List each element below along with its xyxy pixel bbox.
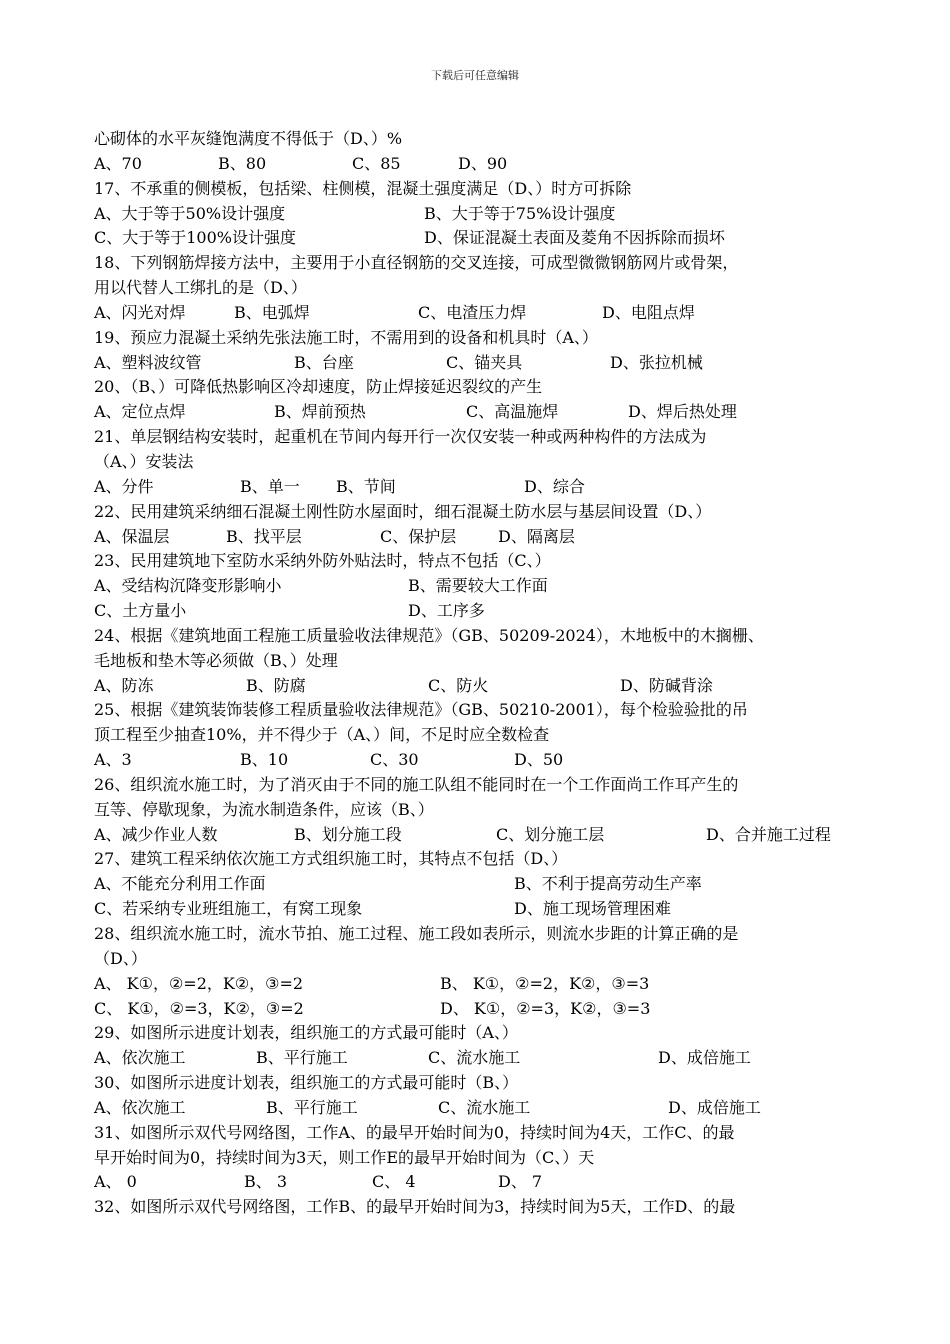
question-text-line: 21、单层钢结构安装时，起重机在节间内每开行一次仅安装一种或两种构件的方法成为 [94,427,707,447]
answer-options-row [94,301,874,326]
question-text-line: 29、如图所示进度计划表，组织施工的方式最可能时（A、） [94,1023,518,1043]
question-text-line: 27、建筑工程采纳依次施工方式组织施工时，其特点不包括（D、） [94,849,568,869]
page-header: 下载后可任意编辑 [431,69,519,82]
answer-option: C、保护层 [380,526,457,546]
answer-options-row [94,475,874,500]
question-text-line: 用以代替人工绑扎的是（D、） [94,278,307,298]
answer-option: B、不利于提高劳动生产率 [514,874,702,894]
answer-options-row [94,226,874,251]
answer-option: A、依次施工 [94,1048,186,1068]
answer-options-row [94,823,874,848]
question-text-line: 互等、停歇现象，为流水制造条件，应该（B、） [94,799,434,819]
answer-option: C、土方量小 [94,601,187,621]
answer-option: B、台座 [294,352,354,372]
answer-option: C、流水施工 [438,1097,531,1117]
question-text-line: 19、预应力混凝土采纳先张法施工时，不需用到的设备和机具时（A、） [94,327,598,347]
question-text-line: 18、下列钢筋焊接方法中，主要用于小直径钢筋的交叉连接，可成型微微钢筋网片或骨架， [94,253,739,273]
answer-options-row [94,897,874,922]
answer-options-row [94,872,874,897]
answer-option: C、划分施工层 [496,824,605,844]
document-body [94,127,874,1220]
answer-options-row [94,525,874,550]
answer-option: D、工序多 [408,601,485,621]
answer-option: D、成倍施工 [668,1097,761,1117]
answer-option: B、节间 [336,476,396,496]
question-text-line: 28、组织流水施工时，流水节拍、施工过程、施工段如表所示，则流水步距的计算正确的是 [94,924,739,943]
answer-option: B、焊前预热 [274,402,366,422]
question-text-line: 30、如图所示进度计划表，组织施工的方式最可能时（B、） [94,1073,519,1093]
question-text-line: （A、）安装法 [94,451,194,471]
question-text-line: 31、如图所示双代号网络图，工作A、的最早开始时间为0，持续时间为4天，工作C、的最 [94,1122,735,1142]
answer-option: B、需要较大工作面 [408,576,548,596]
answer-option: D、50 [514,750,564,770]
answer-option: B、找平层 [226,526,302,546]
answer-options-row [94,997,874,1022]
answer-option: A、定位点焊 [94,402,186,422]
answer-option: D、施工现场管理困难 [514,899,671,919]
answer-option: C、 4 [372,1172,416,1192]
answer-option: A、闪光对焊 [94,302,186,322]
answer-option: B、大于等于75%设计强度 [424,203,616,223]
answer-option: A、减少作业人数 [94,824,218,844]
answer-option: B、平行施工 [266,1097,358,1117]
answer-options-row [94,574,874,599]
answer-option: B、80 [218,153,267,173]
answer-option: D、电阻点焊 [602,302,695,322]
answer-option: D、合并施工过程 [706,824,831,844]
answer-options-row [94,152,874,177]
answer-option: A、分件 [94,476,154,496]
answer-option: A、保温层 [94,526,170,546]
answer-option: A、70 [94,153,142,173]
answer-option: D、保证混凝土表面及菱角不因拆除而损坏 [424,228,725,248]
answer-option: C、30 [370,750,419,770]
answer-option: B、平行施工 [256,1048,348,1068]
answer-option: C、防火 [428,675,489,695]
answer-option: A、 0 [94,1172,137,1192]
answer-options-row [94,674,874,699]
question-text-line: 24、根据《建筑地面工程施工质量验收法律规范》（GB、50209-2024），木地板中的木搁栅、 [94,625,764,645]
answer-option: B、单一 [240,476,300,496]
answer-option: B、电弧焊 [234,302,310,322]
answer-option: C、大于等于100%设计强度 [94,228,296,248]
answer-option: A、受结构沉降变形影响小 [94,576,282,596]
question-text-line: 22、民用建筑采纳细石混凝土刚性防水屋面时，细石混凝土防水层与基层间设置（D、） [94,501,712,521]
question-text-line: 20、（B、）可降低热影响区冷却速度，防止焊接延迟裂纹的产生 [94,377,543,397]
question-text-line: 早开始时间为0，持续时间为3天，则工作E的最早开始时间为（C、）天 [94,1147,595,1167]
answer-options-row [94,202,874,227]
answer-option: D、90 [458,153,508,173]
answer-option: C、85 [352,153,401,173]
question-text-line: 25、根据《建筑装饰装修工程质量验收法律规范》（GB、50210-2001），每个检验验批的吊 [94,700,748,720]
answer-options-row [94,400,874,425]
answer-option: B、 K①，②=2，K②，③=3 [440,973,650,993]
answer-option: B、划分施工段 [294,824,402,844]
answer-option: A、塑料波纹管 [94,352,202,372]
answer-options-row [94,1170,874,1195]
answer-option: D、成倍施工 [658,1048,751,1068]
question-text-line: 心砌体的水平灰缝饱满度不得低于（D、）% [94,129,403,148]
question-text-line: 顶工程至少抽查10%，并不得少于（A、）间，不足时应全数检查 [94,725,550,745]
question-text-line: 32、如图所示双代号网络图，工作B、的最早开始时间为3，持续时间为5天，工作D、的最 [94,1197,736,1217]
answer-option: D、 7 [498,1172,543,1192]
answer-options-row [94,972,874,997]
answer-options-row [94,1096,874,1121]
answer-options-row [94,599,874,624]
answer-option: A、不能充分利用工作面 [94,874,266,894]
answer-option: B、10 [240,750,289,770]
question-text-line: 26、组织流水施工时，为了消灭由于不同的施工队组不能同时在一个工作面尚工作耳产生的 [94,774,739,794]
answer-option: A、防冻 [94,675,154,695]
answer-option: A、3 [94,750,132,770]
answer-option: D、综合 [524,476,585,496]
answer-option: A、依次施工 [94,1097,186,1117]
answer-options-row [94,1046,874,1071]
question-text-line: （D、） [94,948,147,968]
answer-option: C、锚夹具 [446,352,523,372]
answer-option: D、防碱背涂 [620,675,713,695]
answer-option: A、大于等于50%设计强度 [94,203,286,223]
answer-option: B、防腐 [246,675,306,695]
answer-option: B、 3 [244,1172,288,1192]
question-text-line: 17、不承重的侧模板，包括梁、柱侧模，混凝土强度满足（D、）时方可拆除 [94,178,632,198]
answer-options-row [94,748,874,773]
answer-option: C、电渣压力焊 [418,302,527,322]
question-text-line: 23、民用建筑地下室防水采纳外防外贴法时，特点不包括（C、） [94,551,551,571]
answer-option: D、隔离层 [498,526,575,546]
question-text-line: 毛地板和垫木等必须做（B、）处理 [94,650,338,670]
answer-option: D、 K①，②=3，K②，③=3 [440,998,651,1018]
answer-option: A、 K①，②=2，K②，③=2 [94,973,304,993]
answer-options-row [94,351,874,376]
answer-option: C、 K①，②=3，K②，③=2 [94,998,304,1018]
answer-option: C、若采纳专业班组施工，有窝工现象 [94,899,363,919]
answer-option: D、焊后热处理 [628,402,737,422]
answer-option: C、流水施工 [428,1048,521,1068]
answer-option: D、张拉机械 [610,352,703,372]
answer-option: C、高温施焊 [466,402,559,422]
